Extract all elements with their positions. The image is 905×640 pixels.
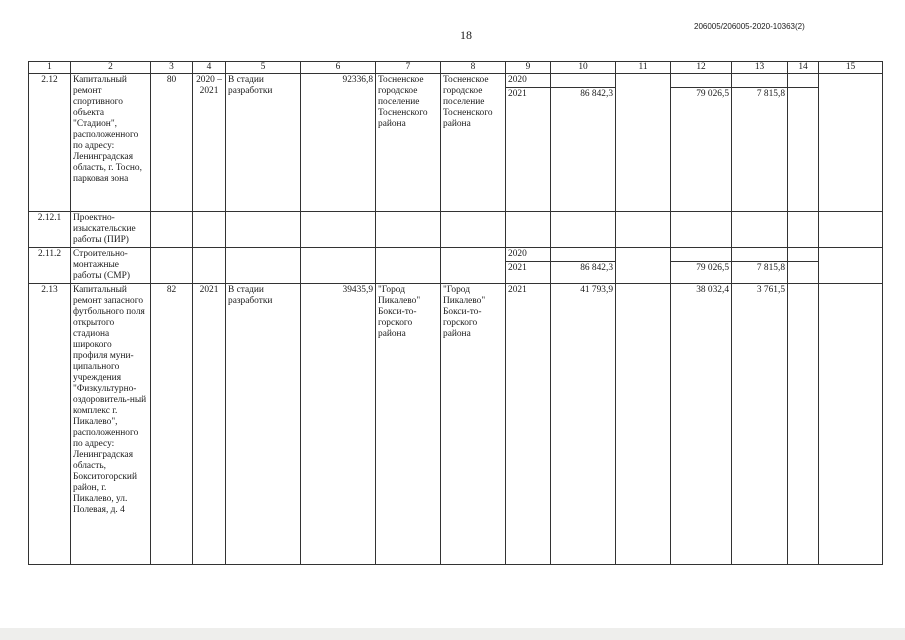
period-value: 2020 – 2021	[193, 74, 226, 212]
empty-cell	[506, 212, 551, 248]
owner-value: Тосненское городское поселение Тосненского района	[441, 74, 506, 212]
col-number: 13	[732, 62, 788, 74]
scan-bottom-edge	[0, 628, 905, 640]
local-budget-value: 7 815,8	[732, 88, 788, 212]
empty-cell	[819, 212, 883, 248]
year-value: 2021	[506, 88, 551, 212]
col-number: 11	[616, 62, 671, 74]
empty-cell	[193, 248, 226, 284]
empty-cell	[301, 212, 376, 248]
local-budget-value: 7 815,8	[732, 262, 788, 284]
regional-budget-value	[671, 248, 732, 262]
empty-cell	[732, 212, 788, 248]
empty-cell	[193, 212, 226, 248]
empty-cell	[616, 74, 671, 212]
local-budget-value	[732, 248, 788, 262]
empty-cell	[788, 88, 819, 212]
empty-cell	[376, 248, 441, 284]
empty-cell	[226, 248, 301, 284]
col-number: 5	[226, 62, 301, 74]
regional-budget-value: 79 026,5	[671, 88, 732, 212]
object-name: Проектно-изыскательские работы (ПИР)	[71, 212, 151, 248]
empty-cell	[819, 284, 883, 565]
empty-cell	[226, 212, 301, 248]
empty-cell	[441, 212, 506, 248]
regional-budget-value: 79 026,5	[671, 262, 732, 284]
empty-cell	[788, 74, 819, 88]
object-name: Строительно-монтажные работы (СМР)	[71, 248, 151, 284]
local-budget-value: 3 761,5	[732, 284, 788, 565]
col-number: 2	[71, 62, 151, 74]
empty-cell	[788, 262, 819, 284]
empty-cell	[376, 212, 441, 248]
regional-budget-value	[671, 74, 732, 88]
empty-cell	[301, 248, 376, 284]
empty-cell	[616, 284, 671, 565]
regional-budget-value: 38 032,4	[671, 284, 732, 565]
capacity-value: 80	[151, 74, 193, 212]
total-value: 41 793,9	[551, 284, 616, 565]
col-number: 3	[151, 62, 193, 74]
year-value: 2021	[506, 262, 551, 284]
stage-value: В стадии разработки	[226, 284, 301, 565]
table-row	[29, 248, 883, 262]
col-number: 15	[819, 62, 883, 74]
col-number: 12	[671, 62, 732, 74]
column-number-row	[29, 62, 883, 74]
row-number: 2.12.1	[29, 212, 71, 248]
table-row	[29, 284, 883, 565]
empty-cell	[151, 248, 193, 284]
object-name: Капитальный ремонт спортивного объекта "Стадион", расположенного по адресу: Ленинградская область, г. Тосно, парковая зона	[71, 74, 151, 212]
period-value: 2021	[193, 284, 226, 565]
row-number: 2.12	[29, 74, 71, 212]
empty-cell	[788, 248, 819, 262]
total-value	[551, 248, 616, 262]
col-number: 10	[551, 62, 616, 74]
row-number: 2.11.2	[29, 248, 71, 284]
col-number: 1	[29, 62, 71, 74]
table-row	[29, 212, 883, 248]
estimate-value: 39435,9	[301, 284, 376, 565]
empty-cell	[788, 212, 819, 248]
empty-cell	[671, 212, 732, 248]
local-budget-value	[732, 74, 788, 88]
empty-cell	[441, 248, 506, 284]
total-value: 86 842,3	[551, 262, 616, 284]
col-number: 7	[376, 62, 441, 74]
customer-value: Тосненское городское поселение Тосненского района	[376, 74, 441, 212]
empty-cell	[151, 212, 193, 248]
empty-cell	[819, 74, 883, 212]
stage-value: В стадии разработки	[226, 74, 301, 212]
program-table	[28, 61, 883, 565]
row-number: 2.13	[29, 284, 71, 565]
table-row	[29, 74, 883, 88]
col-number: 8	[441, 62, 506, 74]
empty-cell	[551, 212, 616, 248]
owner-value: "Город Пикалево" Бокси-то-горского района	[441, 284, 506, 565]
total-value: 86 842,3	[551, 88, 616, 212]
col-number: 4	[193, 62, 226, 74]
capacity-value: 82	[151, 284, 193, 565]
year-value: 2021	[506, 284, 551, 565]
empty-cell	[788, 284, 819, 565]
total-value	[551, 74, 616, 88]
customer-value: "Город Пикалево" Бокси-то-горского района	[376, 284, 441, 565]
year-value: 2020	[506, 248, 551, 262]
empty-cell	[616, 212, 671, 248]
col-number: 14	[788, 62, 819, 74]
empty-cell	[819, 248, 883, 284]
col-number: 9	[506, 62, 551, 74]
page-number: 18	[460, 28, 472, 42]
empty-cell	[616, 248, 671, 284]
estimate-value: 92336,8	[301, 74, 376, 212]
object-name: Капитальный ремонт запасного футбольного поля открытого стадиона широкого профиля муни-ципального учреждения "Физкультурно-оздоровитель-ный комплекс г. Пикалево", расположенного по адресу: Ленинградская область, Бокситогорский район, г. Пикалево, ул. Полевая, д. 4	[71, 284, 151, 565]
col-number: 6	[301, 62, 376, 74]
year-value: 2020	[506, 74, 551, 88]
document-code: 206005/206005-2020-10363(2)	[694, 22, 805, 31]
